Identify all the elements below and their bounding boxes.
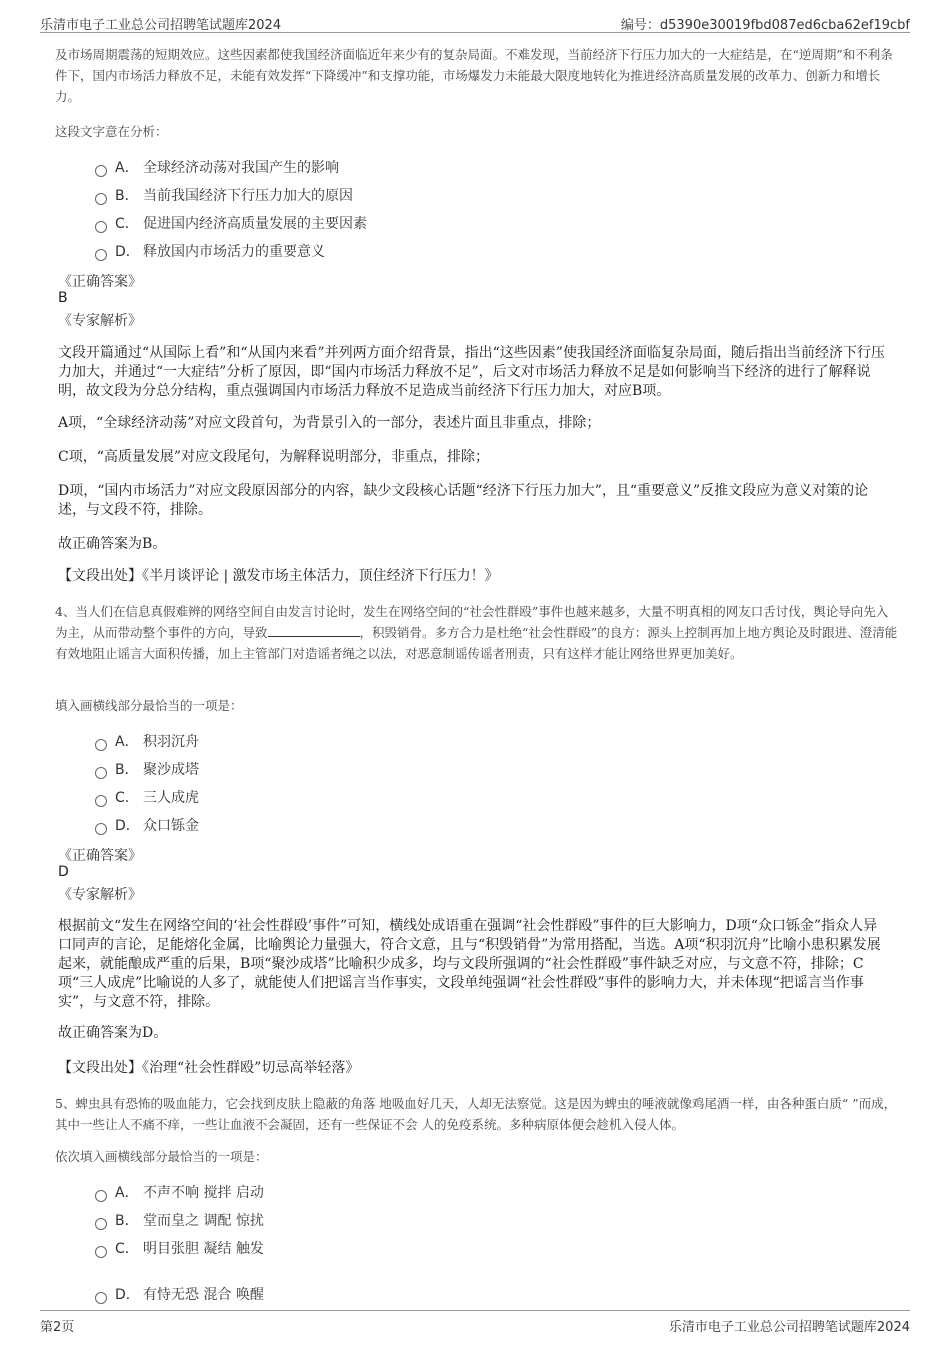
radio-icon[interactable] — [95, 1246, 107, 1258]
q3-analysis: 文段开篇通过“从国际上看”和“从国内来看”并列两方面介绍背景，指出“这些因素”使我国经济面临复杂局面，随后指出当前经济下行压力加大，并通过“一大症结”分析了原因，即“国内市场活力释放不足”，后文对市场活力释放不足是如何影响当下经济的进行了解释说明，故文段为分总分结构，重点强调国内市场活力释放不足造成当前经济下行压力加大，对应B项。 — [58, 345, 885, 399]
radio-icon[interactable] — [95, 1292, 107, 1304]
q4-answer: D — [58, 864, 69, 880]
q3-answer: B — [58, 290, 68, 306]
radio-icon[interactable] — [95, 249, 107, 261]
q3-note-a: A项，“全球经济动荡”对应文段首句，为背景引入的一部分，表述片面且非重点，排除； — [58, 415, 601, 431]
q5-stem: 5、蜱虫具有恐怖的吸血能力，它会找到皮肤上隐蔽的角落 地吸血好几天，人却无法察觉。这是因为蜱虫的唾液就像鸡尾酒一样，由各种蛋白质“ ”而成，其中一些让人不痛不痒，一些让血液不会凝固，还有一些保证不会 人的免疫系统。多种病原体便会趁机入侵人体。 — [55, 1096, 897, 1132]
q3-answer-label: 《正确答案》 — [58, 274, 142, 290]
radio-icon[interactable] — [95, 1190, 107, 1202]
q4-option-b[interactable]: B． 聚沙成塔 — [95, 759, 199, 781]
q4-analysis: 根据前文“发生在网络空间的‘社会性群殴’事件”可知，横线处成语重在强调“社会性群殴”事件的巨大影响力，D项“众口铄金”指众人异口同声的言论，足能熔化金属，比喻舆论力量强大，符合文意，且与“积毁销骨”为常用搭配，当选。A项“积羽沉舟”比喻小患积累发展起来，就能酿成严重的后果，B项“聚沙成塔”比喻积少成多，均与文段所强调的“社会性群殴”事件缺乏对应，与文意不符，排除；C项“三人成虎”比喻说的人多了，就能使人们把谣言当作事实，文段单纯强调“社会性群殴”事件的影响力大，并未体现“把谣言当作事实”，与文意不符，排除。 — [58, 918, 881, 1010]
page-number: 第2页 — [40, 1320, 75, 1335]
q3-option-a[interactable]: A． 全球经济动荡对我国产生的影响 — [95, 157, 339, 179]
radio-icon[interactable] — [95, 165, 107, 177]
q3-source: 【文段出处】《半月谈评论 | 激发市场主体活力，顶住经济下行压力！》 — [58, 568, 499, 584]
q4-conclusion: 故正确答案为D。 — [58, 1025, 168, 1041]
q5-option-b[interactable]: B． 堂而皇之 调配 惊扰 — [95, 1210, 264, 1232]
radio-icon[interactable] — [95, 1218, 107, 1230]
radio-icon[interactable] — [95, 795, 107, 807]
q3-passage: 及市场周期震荡的短期效应。这些因素都使我国经济面临近年来少有的复杂局面。不难发现，当前经济下行压力加大的一大症结是，在“逆周期”和不利条件下，国内市场活力释放不足，未能有效发挥“下降缓冲”和支撑功能，市场爆发力未能最大限度地转化为推进经济高质量发展的改革力、创新力和增长力。 — [55, 47, 893, 104]
q5-option-c[interactable]: C． 明目张胆 凝结 触发 — [95, 1238, 264, 1260]
q4-option-c[interactable]: C． 三人成虎 — [95, 787, 199, 809]
footer-title: 乐清市电子工业总公司招聘笔试题库2024 — [668, 1320, 910, 1335]
header-title: 乐清市电子工业总公司招聘笔试题库2024 — [40, 18, 282, 33]
q3-option-b[interactable]: B． 当前我国经济下行压力加大的原因 — [95, 185, 353, 207]
q4-option-a[interactable]: A． 积羽沉舟 — [95, 731, 199, 753]
q3-note-c: C项，“高质量发展”对应文段尾句，为解释说明部分，非重点，排除； — [58, 449, 490, 465]
answer-blank — [268, 624, 360, 637]
q4-option-d[interactable]: D． 众口铄金 — [95, 815, 199, 837]
q3-prompt: 这段文字意在分析： — [55, 124, 168, 139]
radio-icon[interactable] — [95, 767, 107, 779]
q4-answer-label: 《正确答案》 — [58, 848, 142, 864]
radio-icon[interactable] — [95, 739, 107, 751]
radio-icon[interactable] — [95, 221, 107, 233]
q4-stem: 4、当人们在信息真假难辨的网络空间自由发言讨论时，发生在网络空间的“社会性群殴”事件也越来越多，大量不明真相的网友口舌讨伐，舆论导向先入为主，从而带动整个事件的方向，导致 ，积毁销骨。多方合力是杜绝“社会性群殴”的良方：源头上控制再加上地方舆论及时跟进、澄清能有效地阻止谣言大面积传播，加上主管部门对造谣者绳之以法，对恶意制谣传谣者刑责，只有这样才能让网络世界更加美好。 — [55, 604, 898, 661]
q3-conclusion: 故正确答案为B。 — [58, 536, 167, 552]
q3-analysis-label: 《专家解析》 — [58, 313, 142, 329]
q4-prompt: 填入画横线部分最恰当的一项是： — [55, 698, 243, 713]
radio-icon[interactable] — [95, 193, 107, 205]
q4-analysis-label: 《专家解析》 — [58, 887, 142, 903]
radio-icon[interactable] — [95, 823, 107, 835]
q3-note-d: D项，“国内市场活力”对应文段原因部分的内容，缺少文段核心话题“经济下行压力加大”，且“重要意义”反推文段应为意义对策的论述，与文段不符，排除。 — [58, 483, 869, 518]
q4-source: 【文段出处】《治理“社会性群殴”切忌高举轻落》 — [58, 1060, 360, 1076]
page-footer — [40, 1310, 910, 1335]
q5-option-d[interactable]: D． 有恃无恐 混合 唤醒 — [95, 1284, 264, 1306]
q5-prompt: 依次填入画横线部分最恰当的一项是： — [55, 1149, 268, 1164]
q5-option-a[interactable]: A． 不声不响 搅拌 启动 — [95, 1182, 264, 1204]
q3-option-d[interactable]: D． 释放国内市场活力的重要意义 — [95, 241, 325, 263]
header-code: 编号：d5390e30019fbd087ed6cba62ef19cbf — [620, 18, 910, 33]
q3-option-c[interactable]: C． 促进国内经济高质量发展的主要因素 — [95, 213, 367, 235]
page-header — [40, 8, 910, 33]
